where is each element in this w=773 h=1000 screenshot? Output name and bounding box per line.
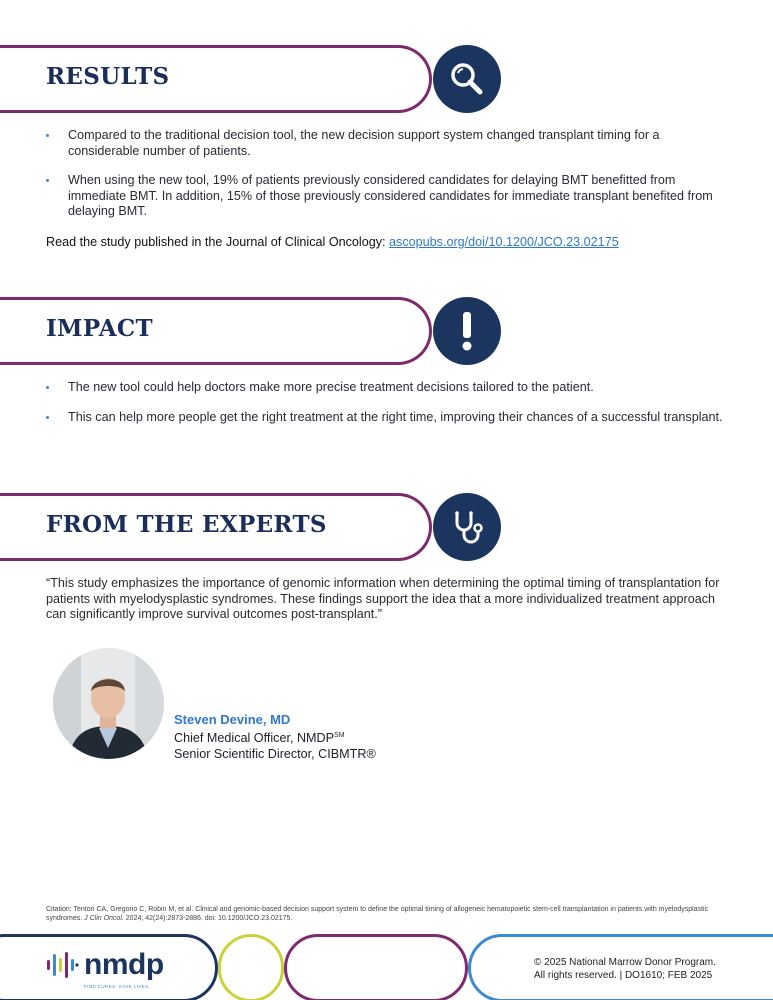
nmdp-logo-mark-icon [46,950,80,980]
study-link[interactable]: ascopubs.org/doi/10.1200/JCO.23.02175 [389,235,619,249]
expert-quote: “This study emphasizes the importance of genomic information when determining the optimal timing of transplantation for patients with myelodysplastic syndromes. These findings support the idea that a more individualized treatment approach can significantly improve survival outcomes post-transplant.” [46,576,720,621]
expert-photo [53,648,164,759]
experts-heading: FROM THE EXPERTS [46,511,327,538]
impact-bullet-list [46,380,726,439]
list-item: When using the new tool, 19% of patients previously considered candidates for delaying BMT benefitted from immediate BMT. In addition, 15% of those previously considered candidates for immediate transplant benefited from delaying BMT. [46,173,726,220]
citation: Citation: Tentori CA, Gregorio C, Robin M, et al. Clinical and genomic-based decision support system to define the optimal timing of allogeneic hematopoietic stem-cell transplantation in patients with myelodysplastic syndromes. J Clin Oncol. 2024; 42(24):2873-2886. doi: 10.1200/JCO.23.02175. [46,906,709,922]
list-item: The new tool could help doctors make more precise treatment decisions tailored to the patient. [46,380,726,396]
nmdp-logo [46,948,164,989]
impact-banner [0,297,500,365]
nmdp-tagline: FIND CURES. SAVE LIVES. [84,984,151,989]
footer [0,930,773,1000]
expert-info [174,712,376,762]
read-study-line [46,235,619,249]
expert-name: Steven Devine, MD [174,712,291,727]
exclamation-icon [433,297,501,365]
experts-banner [0,493,500,561]
read-study-text: Read the study published in the Journal of Clinical Oncology: [46,235,386,249]
magnifier-icon [433,45,501,113]
expert-role-1: Chief Medical Officer, NMDP℠ [174,731,345,746]
copyright: © 2025 National Marrow Donor Program. All rights reserved. | DO1610; FEB 2025 [534,957,716,981]
footer-ring-plum [284,934,468,1000]
expert-role-2: Senior Scientific Director, CIBMTR® [174,747,376,762]
stethoscope-icon [433,493,501,561]
impact-heading: IMPACT [46,315,153,342]
nmdp-logo-text: nmdp [84,948,164,981]
results-heading: RESULTS [46,63,170,90]
results-bullet-list [46,128,726,234]
footer-ring-lime [218,934,284,1000]
list-item: Compared to the traditional decision tool, the new decision support system changed transplant timing for a considerable number of patients. [46,128,726,159]
results-banner [0,45,500,113]
list-item: This can help more people get the right treatment at the right time, improving their chances of a successful transplant. [46,410,726,426]
